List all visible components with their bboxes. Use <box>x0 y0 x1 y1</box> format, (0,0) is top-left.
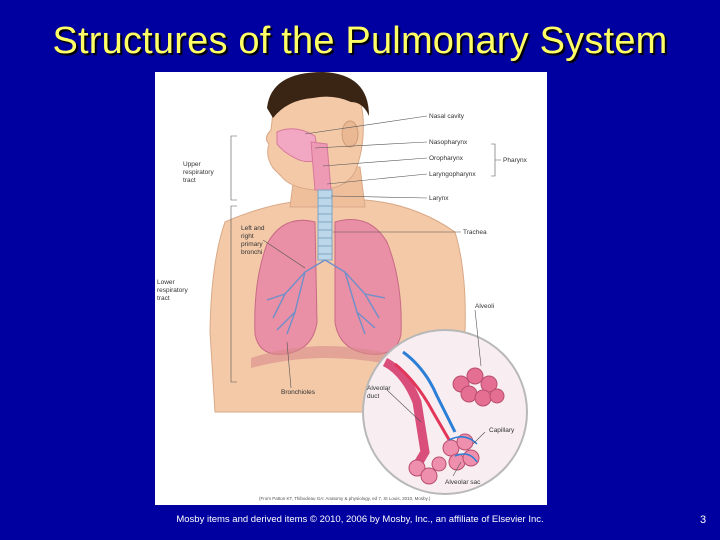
label-alveolar-sac: Alveolar sac <box>445 479 481 486</box>
label-bronchi-line-2: right <box>241 233 254 240</box>
label-bronchi-line-4: bronchi <box>241 249 263 256</box>
label-upper-tract-line-1: Upper <box>183 161 201 168</box>
slide-title: Structures of the Pulmonary System <box>52 20 668 62</box>
label-nasopharynx: Nasopharynx <box>429 139 468 146</box>
label-lower-tract-line-2: respiratory <box>157 287 188 294</box>
label-upper-tract-line-2: respiratory <box>183 169 214 176</box>
label-lower-tract-line-1: Lower <box>157 279 175 286</box>
respiratory-system-illustration <box>155 72 547 505</box>
label-bronchioles: Bronchioles <box>281 389 315 396</box>
label-alveolar-duct-line-2: duct <box>367 393 380 400</box>
label-laryngopharynx: Laryngopharynx <box>429 171 476 178</box>
label-oropharynx: Oropharynx <box>429 155 463 162</box>
page-number: 3 <box>700 514 707 526</box>
label-capillary: Capillary <box>489 427 515 434</box>
alveoli-inset <box>363 330 527 494</box>
label-trachea: Trachea <box>463 229 487 236</box>
label-nasal-cavity: Nasal cavity <box>429 113 465 120</box>
figure-credit: (From Patton KT, Thibodeau GA: Anatomy & physiology, ed 7, St Louis, 2010, Mosby.) <box>259 496 431 501</box>
label-larynx: Larynx <box>429 195 449 202</box>
label-alveolar-duct-line-1: Alveolar <box>367 385 391 392</box>
label-bronchi-line-1: Left and <box>241 225 265 232</box>
slide-footer: Mosby items and derived items © 2010, 2006 by Mosby, Inc., an affiliate of Elsevier Inc. <box>176 514 544 525</box>
label-bronchi-line-3: primary <box>241 241 263 248</box>
label-alveoli: Alveoli <box>475 303 495 310</box>
label-pharynx: Pharynx <box>503 157 527 164</box>
label-lower-tract-line-3: tract <box>157 295 170 302</box>
label-upper-tract-line-3: tract <box>183 177 196 184</box>
trachea-shape <box>318 190 332 260</box>
